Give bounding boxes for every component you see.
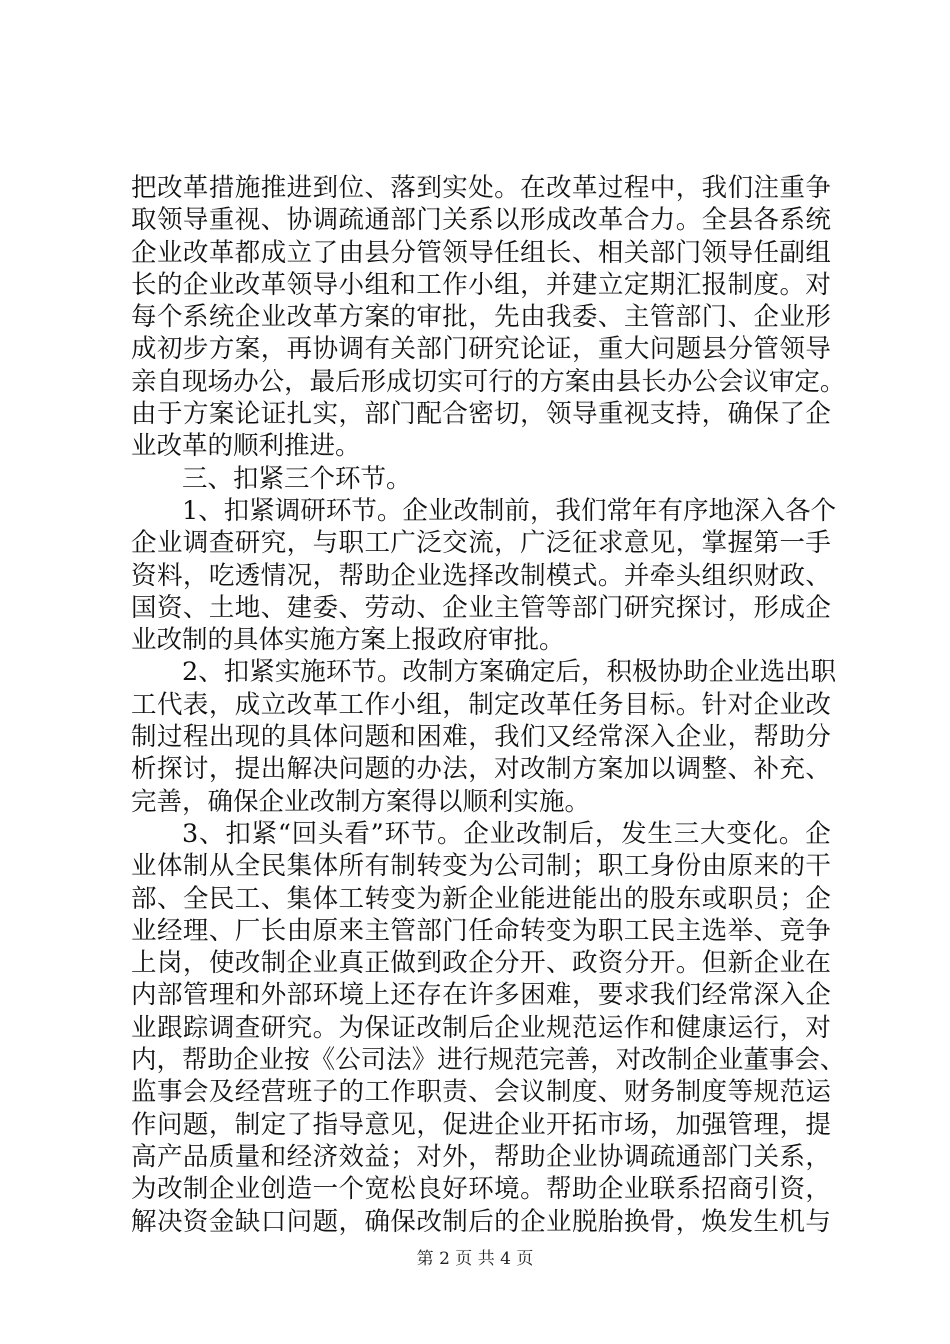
text-line: 三、扣紧三个环节。 [182, 463, 412, 494]
text-line: 国 资 、 土 地 、 建 委 、 劳 动 、 企 业 主 管 等 部 门 研 究 探 讨 ， 形 成 企 [131, 592, 831, 623]
text-line: 2 、 扣 紧 实 施 环 节 。 改 制 方 案 确 定 后 ， 积 极 协 助 企 业 选 出 职 [182, 657, 837, 688]
text-line: 工 代 表 ， 成 立 改 革 工 作 小 组 ， 制 定 改 革 任 务 目 标 。 针 对 企 业 改 [131, 689, 831, 720]
text-line: 资 料 ， 吃 透 情 况 ， 帮 助 企 业 选 择 改 制 模 式 。 并 牵 头 组 织 财 政 、 [131, 560, 831, 591]
text-line: 析 探 讨 ， 提 出 解 决 问 题 的 办 法 ， 对 改 制 方 案 加 以 调 整 、 补 充 、 [131, 754, 831, 785]
text-line: 业 经 理 、 厂 长 由 原 来 主 管 部 门 任 命 转 变 为 职 工 民 主 选 举 、 竞 争 [131, 915, 831, 946]
text-line: 取 领 导 重 视 、 协 调 疏 通 部 门 关 系 以 形 成 改 革 合 力 。 全 县 各 系 统 [131, 205, 831, 236]
text-line: 内 部 管 理 和 外 部 环 境 上 还 存 在 许 多 困 难 ， 要 求 我 们 经 常 深 入 企 [131, 980, 831, 1011]
text-line: 为 改 制 企 业 创 造 一 个 宽 松 良 好 环 境 。 帮 助 企 业 联 系 招 商 引 资 ， [131, 1174, 831, 1205]
text-line: 每 个 系 统 企 业 改 革 方 案 的 审 批 ， 先 由 我 委 、 主 管 部 门 、 企 业 形 [131, 302, 831, 333]
text-line: 完善，确保企业改制方案得以顺利实施。 [131, 786, 591, 817]
text-line: 制 过 程 出 现 的 具 体 问 题 和 困 难 ， 我 们 又 经 常 深 入 企 业 ， 帮 助 分 [131, 722, 831, 753]
text-line: 3 、 扣 紧 “ 回 头 看 ” 环 节 。 企 业 改 制 后 ， 发 生 三 大 变 化 。 企 [182, 818, 831, 849]
text-line: 作 问 题 ， 制 定 了 指 导 意 见 ， 促 进 企 业 开 拓 市 场 ， 加 强 管 理 ， 提 [131, 1109, 831, 1140]
text-line: 1 、 扣 紧 调 研 环 节 。 企 业 改 制 前 ， 我 们 常 年 有 序 地 深 入 各 个 [182, 495, 837, 526]
text-line: 内 ， 帮 助 企 业 按 《 公 司 法 》 进 行 规 范 完 善 ， 对 改 制 企 业 董 事 会 、 [131, 1045, 846, 1076]
text-line: 业 体 制 从 全 民 集 体 所 有 制 转 变 为 公 司 制 ； 职 工 身 份 由 原 来 的 干 [131, 851, 831, 882]
document-body [131, 172, 846, 1238]
text-line: 高 产 品 质 量 和 经 济 效 益 ； 对 外 ， 帮 助 企 业 协 调 疏 通 部 门 关 系 ， [131, 1141, 831, 1172]
text-line: 成 初 步 方 案 ， 再 协 调 有 关 部 门 研 究 论 证 ， 重 大 问 题 县 分 管 领 导 [131, 334, 831, 365]
text-line: 监 事 会 及 经 营 班 子 的 工 作 职 责 、 会 议 制 度 、 财 务 制 度 等 规 范 运 [131, 1077, 831, 1108]
page-number-label: 第 2 页 共 4 页 [416, 1249, 534, 1269]
text-line: 企 业 调 查 研 究 ， 与 职 工 广 泛 交 流 ， 广 泛 征 求 意 见 ， 掌 握 第 一 手 [131, 528, 831, 559]
text-line: 长 的 企 业 改 革 领 导 小 组 和 工 作 小 组 ， 并 建 立 定 期 汇 报 制 度 。 对 [131, 269, 831, 300]
text-line: 上 岗 ， 使 改 制 企 业 真 正 做 到 政 企 分 开 、 政 资 分 开 。 但 新 企 业 在 [131, 948, 831, 979]
text-line: 把 改 革 措 施 推 进 到 位 、 落 到 实 处 。 在 改 革 过 程 中 ， 我 们 注 重 争 [131, 173, 831, 203]
text-line: 解 决 资 金 缺 口 问 题 ， 确 保 改 制 后 的 企 业 脱 胎 换 骨 ， 焕 发 生 机 与 [131, 1206, 831, 1237]
text-line: 部 、 全 民 工 、 集 体 工 转 变 为 新 企 业 能 进 能 出 的 股 东 或 职 员 ； 企 [131, 883, 831, 914]
text-line: 业改制的具体实施方案上报政府审批。 [131, 625, 565, 656]
text-line: 业改革的顺利推进。 [131, 431, 361, 462]
text-line: 企 业 改 革 都 成 立 了 由 县 分 管 领 导 任 组 长 、 相 关 部 门 领 导 任 副 组 [131, 237, 831, 268]
text-line: 亲 自 现 场 办 公 ， 最 后 形 成 切 实 可 行 的 方 案 由 县 长 办 公 会 议 审 定 。 [131, 366, 846, 397]
text-line: 由 于 方 案 论 证 扎 实 ， 部 门 配 合 密 切 ， 领 导 重 视 支 持 ， 确 保 了 企 [131, 399, 831, 430]
text-line: 业 跟 踪 调 查 研 究 。 为 保 证 改 制 后 企 业 规 范 运 作 和 健 康 运 行 ， 对 [131, 1012, 831, 1043]
page-footer [0, 1244, 950, 1269]
